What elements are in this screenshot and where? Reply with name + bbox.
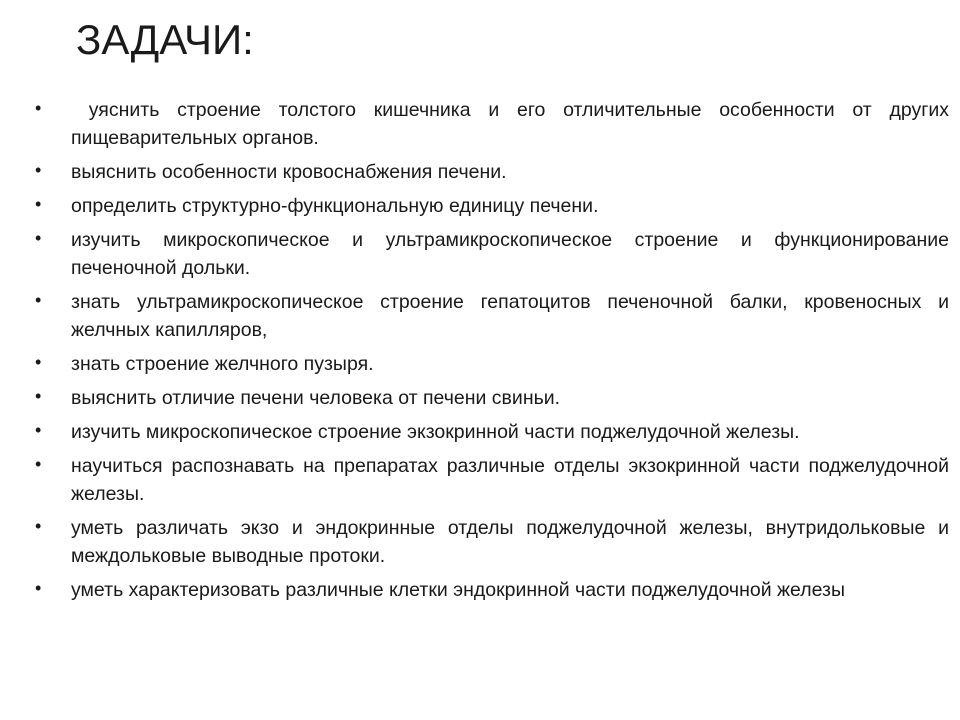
- task-text: уметь различать экзо и эндокринные отделы поджелудочной железы, внутридольковые и междольковые выводные протоки.: [71, 517, 949, 567]
- bullet-icon: •: [35, 228, 42, 248]
- task-item: [0, 514, 949, 570]
- task-item: [0, 96, 955, 152]
- bullet-icon: •: [35, 98, 42, 118]
- task-text: выяснить отличие печени человека от печени свиньи.: [71, 387, 561, 409]
- task-item: [0, 226, 949, 282]
- bullet-icon: •: [35, 352, 42, 372]
- bullet-icon: •: [35, 290, 42, 310]
- bullet-icon: •: [35, 194, 42, 214]
- task-text: изучить микроскопическое и ультрамикроскопическое строение и функционирование печеночной дольки.: [71, 229, 949, 279]
- bullet-icon: •: [35, 386, 42, 406]
- bullet-icon: •: [35, 420, 42, 440]
- task-item: [0, 288, 949, 344]
- task-text: определить структурно-функциональную единицу печени.: [71, 195, 599, 217]
- bullet-icon: •: [35, 516, 42, 536]
- bullet-icon: •: [35, 160, 42, 180]
- task-text: уяснить строение толстого кишечника и его отличительные особенности от других пищеварительных органов.: [71, 99, 955, 149]
- task-item: [0, 192, 949, 220]
- task-item: [0, 576, 949, 604]
- bullet-icon: •: [35, 578, 42, 598]
- task-item: [0, 418, 949, 446]
- task-text: изучить микроскопическое строение экзокринной части поджелудочной железы.: [71, 421, 800, 443]
- task-list: [0, 96, 960, 610]
- task-text: научиться распознавать на препаратах различные отделы экзокринной части поджелудочной железы.: [71, 455, 949, 505]
- task-text: уметь характеризовать различные клетки эндокринной части поджелудочной железы: [71, 579, 846, 601]
- task-item: [0, 452, 949, 508]
- task-item: [0, 384, 949, 412]
- slide-title: ЗАДАЧИ:: [76, 16, 254, 63]
- task-text: знать строение желчного пузыря.: [71, 353, 374, 375]
- task-text: выяснить особенности кровоснабжения печени.: [71, 161, 507, 183]
- bullet-icon: •: [35, 454, 42, 474]
- task-item: [0, 350, 949, 378]
- task-text: знать ультрамикроскопическое строение гепатоцитов печеночной балки, кровеносных и желчных капилляров,: [71, 291, 949, 341]
- task-item: [0, 158, 949, 186]
